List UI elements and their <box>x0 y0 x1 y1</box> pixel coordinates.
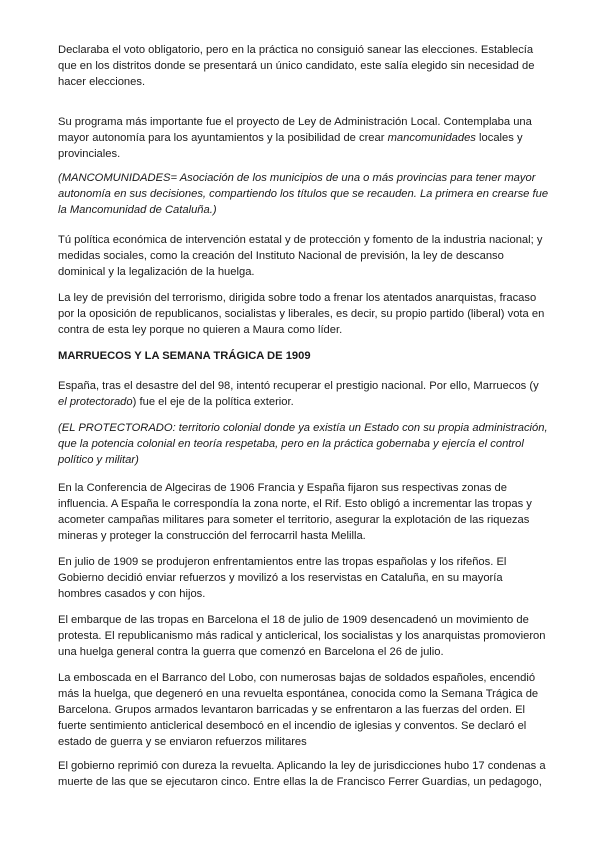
paragraph-conferencia-algeciras <box>58 480 548 544</box>
note-protectorado <box>58 420 548 468</box>
text-line: (MANCOMUNIDADES= Asociación de los municipios de una o más provincias para tener mayor <box>58 172 536 184</box>
text-line <box>58 130 548 146</box>
text-line: medidas sociales, como la creación del Instituto Nacional de previsión, la ley de descanso <box>58 250 504 262</box>
section-heading <box>58 348 548 364</box>
text-line: hacer elecciones. <box>58 76 146 88</box>
text-line: hombres casados y con hijos. <box>58 588 206 600</box>
section-title: MARRUECOS Y LA SEMANA TRÁGICA DE 1909 <box>58 350 311 362</box>
text-line: El embarque de las tropas en Barcelona el 18 de julio de 1909 desencadenó un movimiento de <box>58 614 529 626</box>
text-line: Su programa más importante fue el proyecto de Ley de Administración Local. Contemplaba una <box>58 116 532 128</box>
text-line: que en los distritos donde se presentará un único candidato, este salía elegido sin necesidad de <box>58 60 535 72</box>
paragraph-politica-economica <box>58 232 548 280</box>
text-line <box>58 394 548 410</box>
text-line: político y militar) <box>58 454 139 466</box>
paragraph-represion <box>58 758 548 790</box>
text-line: España, tras el desastre del del 98, intentó recuperar el prestigio nacional. Por ello, Marruecos (y <box>58 380 539 392</box>
text-line: acometer campañas militares para someter el territorio, asegurar la explotación de las riquezas <box>58 514 530 526</box>
text-line: Gobierno decidió enviar refuerzos y movilizó a los reservistas en Cataluña, en su mayoría <box>58 572 503 584</box>
text-line: la Mancomunidad de Cataluña.) <box>58 204 217 216</box>
text-line: que la potencia colonial en teoría respetaba, pero en la práctica gobernaba y ejercía el control <box>58 438 524 450</box>
emphasis-protectorado: el protectorado <box>58 396 133 408</box>
emphasis-mancomunidades: mancomunidades <box>387 132 476 144</box>
text-line: autonomía en sus decisiones, compartiendo los títulos que se recauden. La primera en crearse fue <box>58 188 549 200</box>
text-line: protesta. El republicanismo más radical y anticlerical, los socialistas y los anarquistas promovieron <box>58 630 546 642</box>
text-line: muerte de las que se ejecutaron cinco. Entre ellas la de Francisco Ferrer Guardias, un pedagogo, <box>58 776 542 788</box>
paragraph-voto-obligatorio <box>58 42 548 90</box>
text-line: fuerte sentimiento anticlerical desembocó en el incendio de iglesias y conventos. Se declaró el <box>58 720 527 732</box>
text-line: En julio de 1909 se produjeron enfrentamientos entre las tropas españolas y los rifeños. El <box>58 556 507 568</box>
text-line: contra de esta ley porque no quieren a Maura como líder. <box>58 324 343 336</box>
text-segment: fue el eje de la política exterior. <box>139 396 294 408</box>
text-line: provinciales. <box>58 148 121 160</box>
text-segment: locales y <box>475 132 523 144</box>
text-line: mineras y proteger la construcción del ferrocarril hasta Melilla. <box>58 530 366 542</box>
text-segment: mayor autonomía para los ayuntamientos y la posibilidad de crear <box>58 132 385 144</box>
text-line: estado de guerra y se enviaron refuerzos militares <box>58 736 307 748</box>
note-mancomunidades <box>58 170 548 218</box>
text-line: El gobierno reprimió con dureza la revuelta. Aplicando la ley de jurisdicciones hubo 17 condenas a <box>58 760 546 772</box>
text-line: Barcelona. Grupos armados levantaron barricadas y se enfrentaron a las fuerzas del orden. El <box>58 704 526 716</box>
text-line: La ley de previsión del terrorismo, dirigida sobre todo a frenar los atentados anarquistas, fracaso <box>58 292 537 304</box>
text-line: dominical y la legalización de la huelga. <box>58 266 255 278</box>
paragraph-julio-1909 <box>58 554 548 602</box>
paragraph-embarque-tropas <box>58 612 548 660</box>
text-line: Declaraba el voto obligatorio, pero en la práctica no consiguió sanear las elecciones. Establecía <box>58 44 534 56</box>
paragraph-barranco-del-lobo <box>58 670 548 750</box>
paragraph-ley-administracion-local <box>58 114 548 162</box>
paragraph-ley-terrorismo <box>58 290 548 338</box>
text-line: En la Conferencia de Algeciras de 1906 Francia y España fijaron sus respectivas zonas de <box>58 482 508 494</box>
text-line: (EL PROTECTORADO: territorio colonial donde ya existía un Estado con su propia administración, <box>58 422 548 434</box>
text-segment: ) <box>132 396 140 408</box>
text-line: influencia. A España le correspondía la zona norte, el Rif. Esto obligó a incrementar las tropas y <box>58 498 532 510</box>
text-line: más la huelga, que degeneró en una revuelta espontánea, conocida como la Semana Trágica de <box>58 688 539 700</box>
paragraph-espana-marruecos <box>58 378 548 410</box>
text-line: por la oposición de republicanos, socialistas y liberales, es decir, su propio partido (liberal) vota en <box>58 308 545 320</box>
text-line: una huelga general contra la guerra que comenzó en Barcelona el 26 de julio. <box>58 646 444 658</box>
text-line: La emboscada en el Barranco del Lobo, con numerosas bajas de soldados españoles, encendió <box>58 672 536 684</box>
text-line: Tú política económica de intervención estatal y de protección y fomento de la industria nacional; y <box>58 234 543 246</box>
